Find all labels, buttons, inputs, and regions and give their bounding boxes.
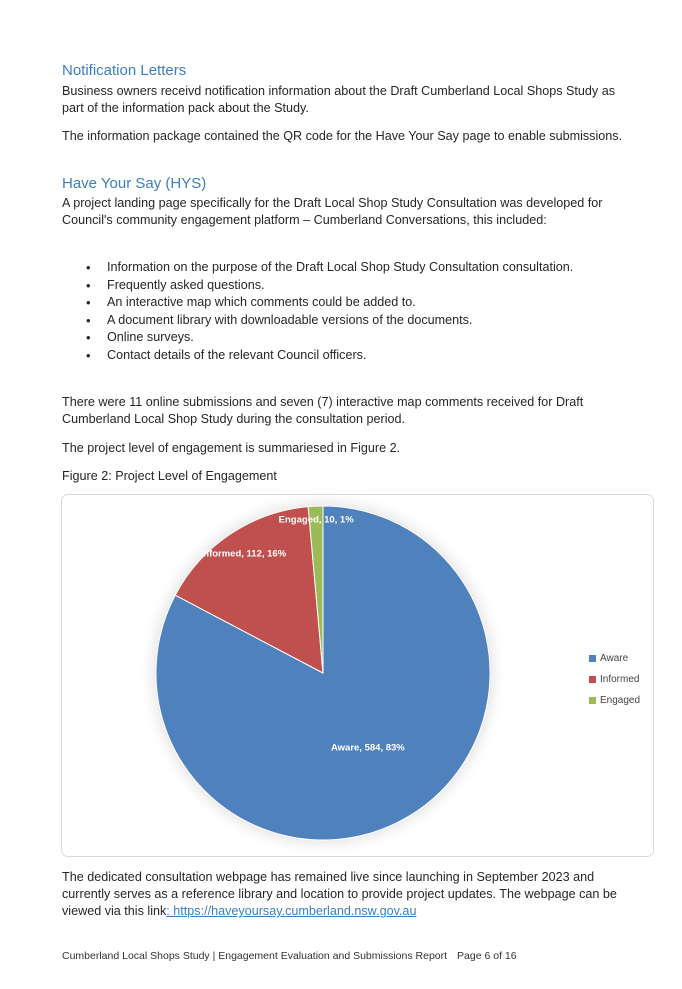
- submissions-paragraph: There were 11 online submissions and seven (7) interactive map comments received for Draft Cumberland Local Shop Study during the consultation period.: [62, 395, 584, 426]
- list-item: • Contact details of the relevant Council officers.: [62, 347, 582, 365]
- list-item: • An interactive map which comments could be added to.: [62, 294, 582, 312]
- section-heading-hys: Have Your Say (HYS): [62, 175, 207, 192]
- notification-paragraph-1: Business owners receivd notification information about the Draft Cumberland Local Shops Study as part of the information pack about the Study.: [62, 84, 616, 115]
- closing-paragraph: [62, 869, 627, 920]
- list-item: • Information on the purpose of the Draft Local Shop Study Consultation consultation.: [62, 259, 582, 277]
- chart-legend: [589, 648, 640, 711]
- engagement-pie-chart: [61, 494, 654, 857]
- legend-swatch: [589, 676, 596, 683]
- legend-item-informed: [589, 669, 640, 690]
- legend-item-aware: [589, 648, 640, 669]
- list-item: • Online surveys.: [62, 329, 582, 347]
- data-label-aware: Aware, 584, 83%: [330, 742, 405, 754]
- legend-label: Informed: [600, 674, 640, 685]
- data-label-engaged: Engaged, 10, 1%: [278, 514, 354, 526]
- legend-swatch: [589, 697, 596, 704]
- legend-swatch: [589, 655, 596, 662]
- footer-doc-title: Cumberland Local Shops Study | Engagement Evaluation and Submissions Report: [62, 950, 448, 962]
- list-item: • A document library with downloadable versions of the documents.: [62, 312, 582, 330]
- legend-item-engaged: [589, 690, 640, 711]
- figure-caption: Figure 2: Project Level of Engagement: [62, 469, 277, 483]
- data-label-informed: Informed, 112, 16%: [200, 548, 287, 560]
- notification-paragraph-2: The information package contained the QR code for the Have Your Say page to enable submissions.: [62, 129, 623, 143]
- hys-feature-list: [62, 259, 582, 364]
- pie-chart-canvas: [62, 495, 653, 856]
- section-heading-notification: Notification Letters: [62, 62, 187, 79]
- page-footer: [62, 950, 527, 962]
- footer-page-number: Page 6 of 16: [457, 950, 517, 962]
- legend-label: Engaged: [600, 695, 641, 706]
- legend-label: Aware: [600, 653, 629, 664]
- hys-intro-paragraph: A project landing page specifically for the Draft Local Shop Study Consultation was developed for Council's community engagement platform – Cumberland Conversations, this included:: [62, 196, 603, 227]
- closing-text: The dedicated consultation webpage has remained live since launching in September 2023 and currently serves as a reference library and location to provide project updates. The webpage can be viewed via this link: [62, 870, 617, 918]
- list-item: • Frequently asked questions.: [62, 277, 582, 295]
- hys-webpage-link[interactable]: : https://haveyoursay.cumberland.nsw.gov.au: [166, 904, 417, 918]
- summary-paragraph: The project level of engagement is summariesed in Figure 2.: [62, 441, 401, 455]
